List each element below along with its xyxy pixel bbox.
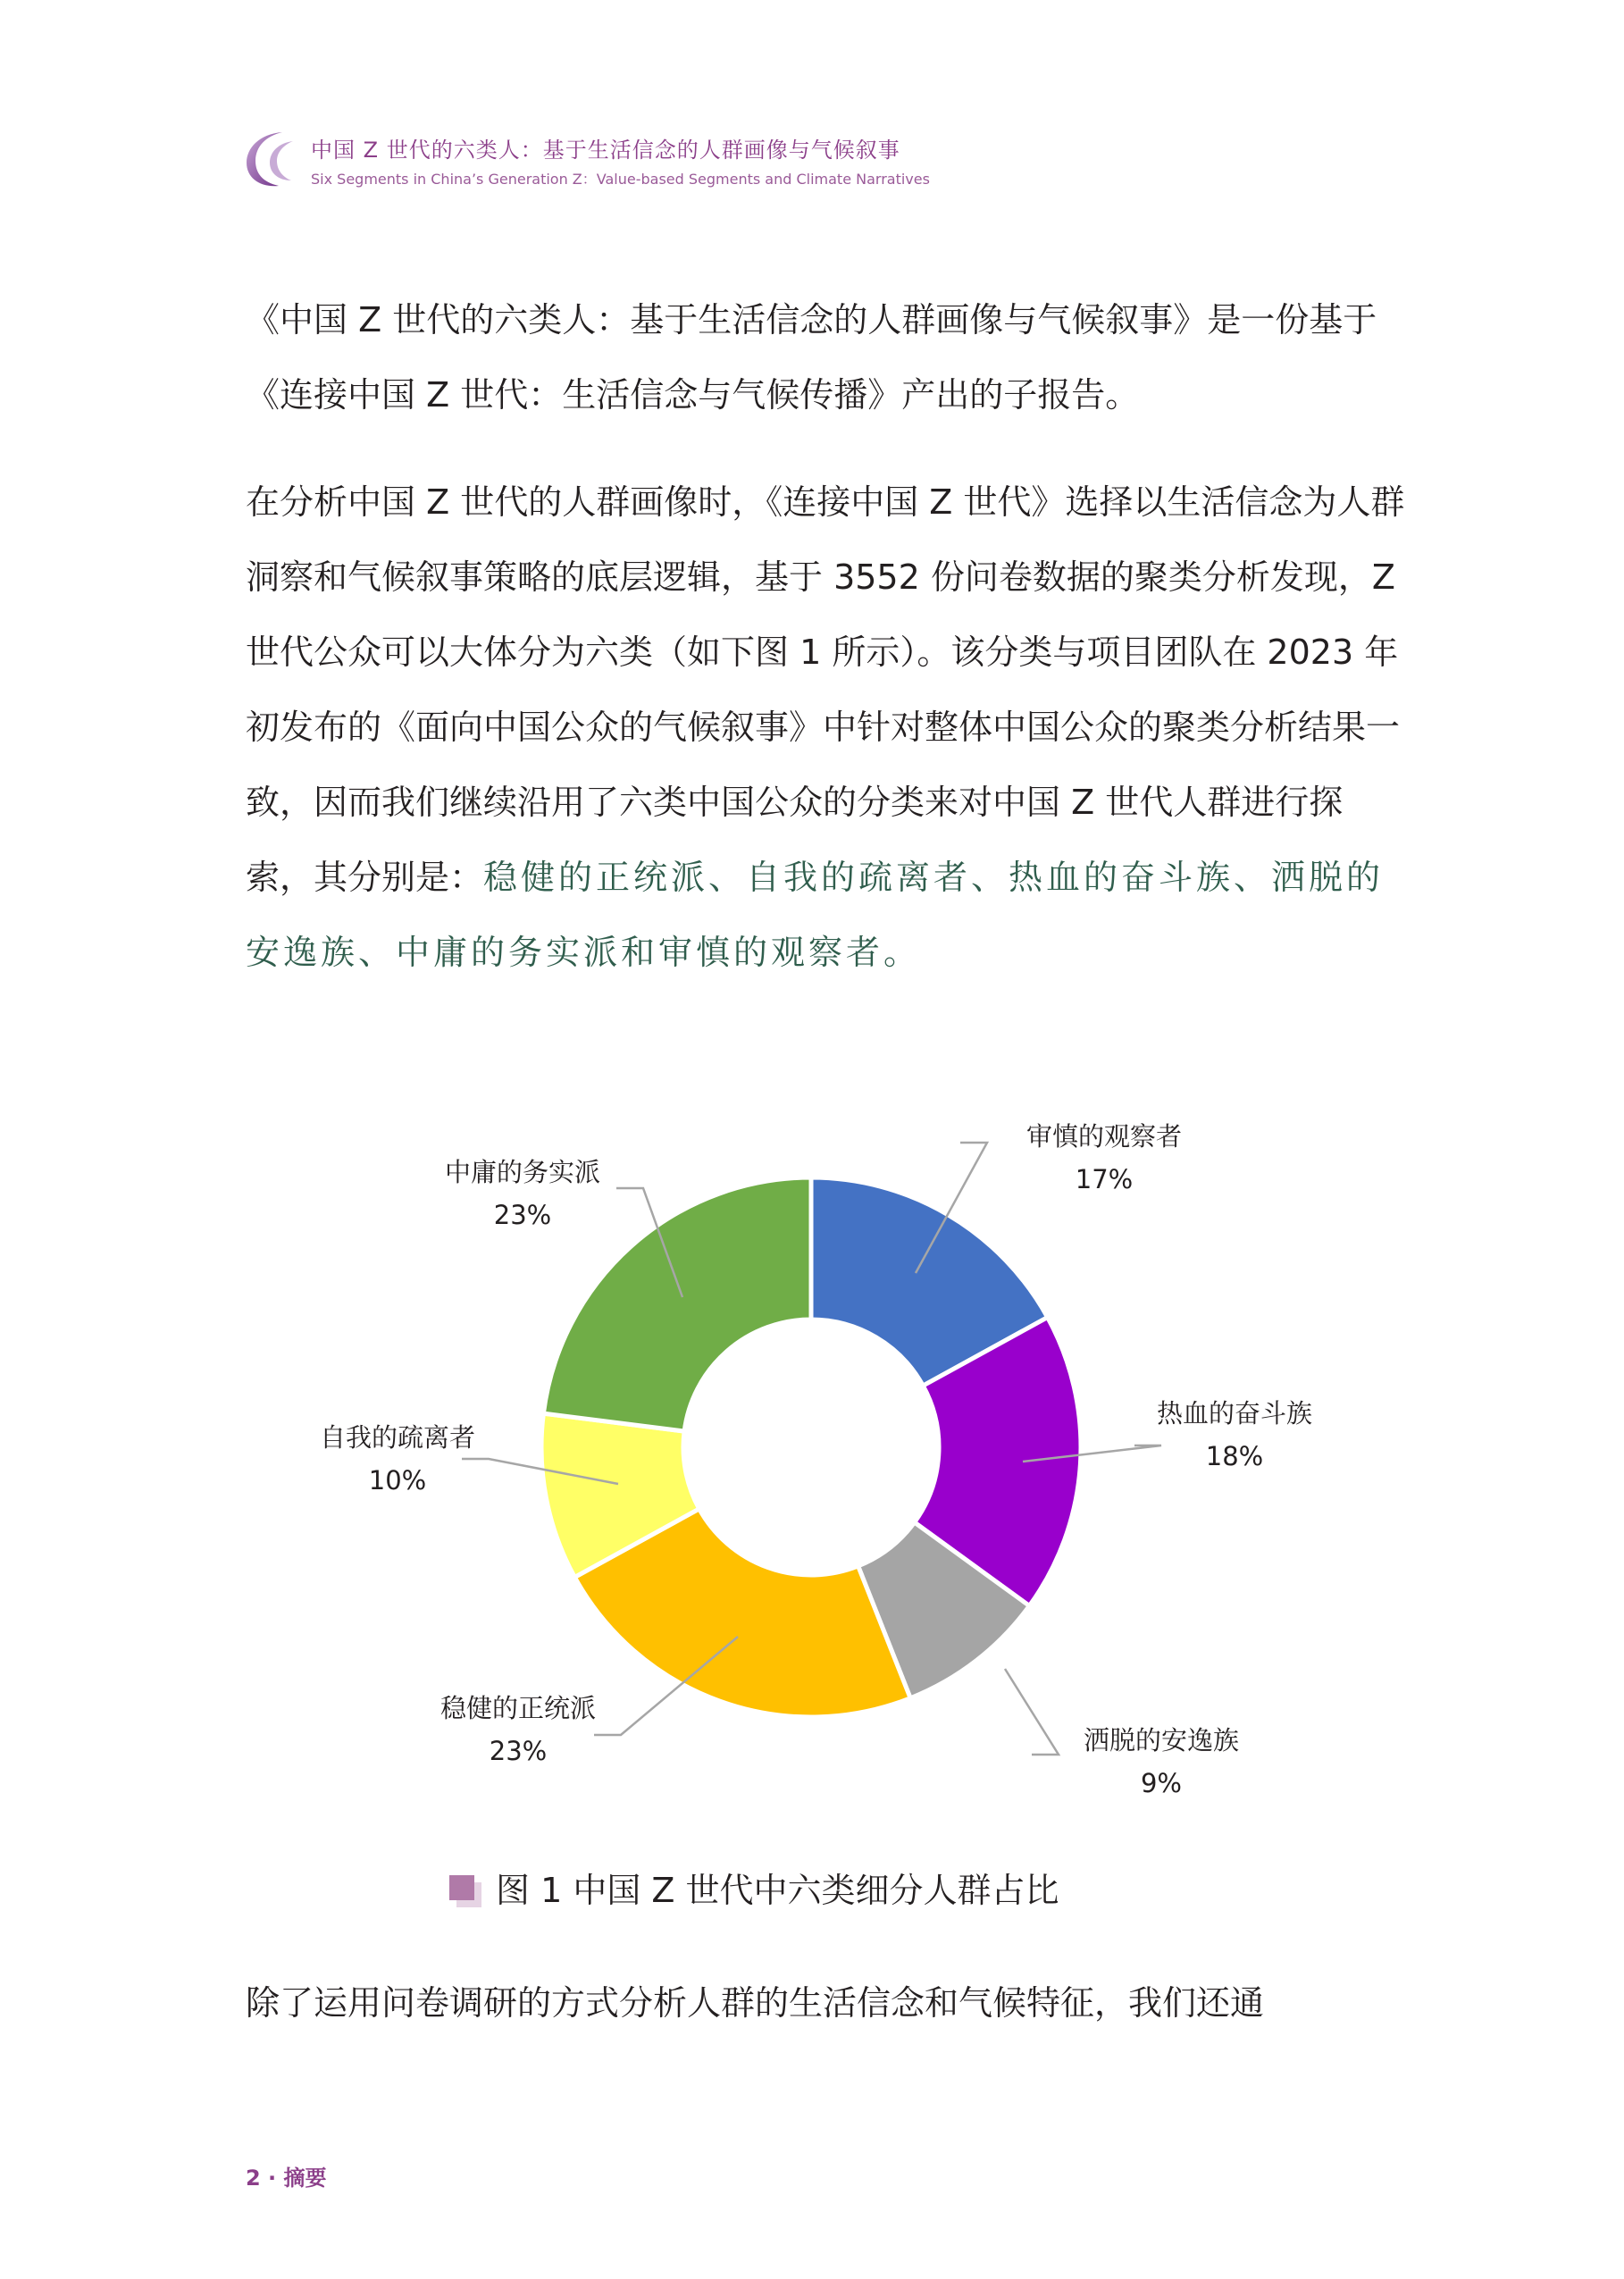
figure-caption <box>496 1863 1059 1912</box>
header-title-en: Six Segments in China’s Generation Z：Value-based Segments and Climate Narratives <box>311 171 930 188</box>
slice-name-label-4: 稳健的正统派 <box>439 1693 597 1723</box>
slice-value-label-2: 18% <box>1205 1441 1264 1471</box>
paragraph-intro: 《中国 Z 世代的六类人：基于生活信念的人群画像与气候叙事》是一份基于《连接中国 Z 世代：生活信念与气候传播》产出的子报告。 <box>246 300 1377 415</box>
slice-value-label-4: 23% <box>489 1736 548 1766</box>
paragraph-segments <box>246 465 1407 990</box>
slice-name-label-5: 自我的疏离者 <box>319 1422 476 1453</box>
paragraph-segments-text: 在分析中国 Z 世代的人群画像时，《连接中国 Z 世代》选择以生活信念为人群洞察和气候叙事策略的底层逻辑，基于 3552 份问卷数据的聚类分析发现，Z 世代公众可以大体分为六类（如下图 1 所示）。该分类与项目团队在 2023 年初发布的《面向中国公众的气候叙事》中针对整体中国公众的聚类分析结果一致，因而我们继续沿用了六类中国公众的分类来对中国 Z 世代人群进行探索，其分别是： <box>246 482 1405 897</box>
page-footer: 2 · 摘要 <box>246 2166 327 2191</box>
slice-value-label-3: 9% <box>1140 1768 1183 1798</box>
slice-name-label-1: 审慎的观察者 <box>1025 1121 1183 1152</box>
crescent-logo-icon <box>243 129 300 189</box>
slice-value-label-5: 10% <box>368 1465 427 1496</box>
slice-name-label-2: 热血的奋斗族 <box>1156 1398 1313 1429</box>
donut-slice-6 <box>543 1177 811 1431</box>
slice-value-label-6: 23% <box>493 1200 552 1230</box>
page-header <box>243 125 1404 197</box>
segment-names-highlight: 稳健的正统派、自我的疏离者、热血的奋斗族、洒脱的安逸族、中庸的务实派和审慎的观察者。 <box>246 858 1385 972</box>
header-title-cn: 中国 Z 世代的六类人：基于生活信念的人群画像与气候叙事 <box>311 138 900 163</box>
slice-name-label-3: 洒脱的安逸族 <box>1083 1725 1240 1755</box>
slice-name-label-6: 中庸的务实派 <box>444 1157 601 1187</box>
paragraph-continued: 除了运用问卷调研的方式分析人群的生活信念和气候特征，我们还通 <box>246 1983 1265 2023</box>
leader-line-3 <box>1005 1669 1059 1755</box>
segment-donut-chart <box>268 1090 1340 1805</box>
figure-caption-text: 图 1 中国 Z 世代中六类细分人群占比 <box>496 1871 1059 1910</box>
caption-square-icon <box>449 1875 485 1911</box>
slice-value-label-1: 17% <box>1075 1164 1134 1194</box>
